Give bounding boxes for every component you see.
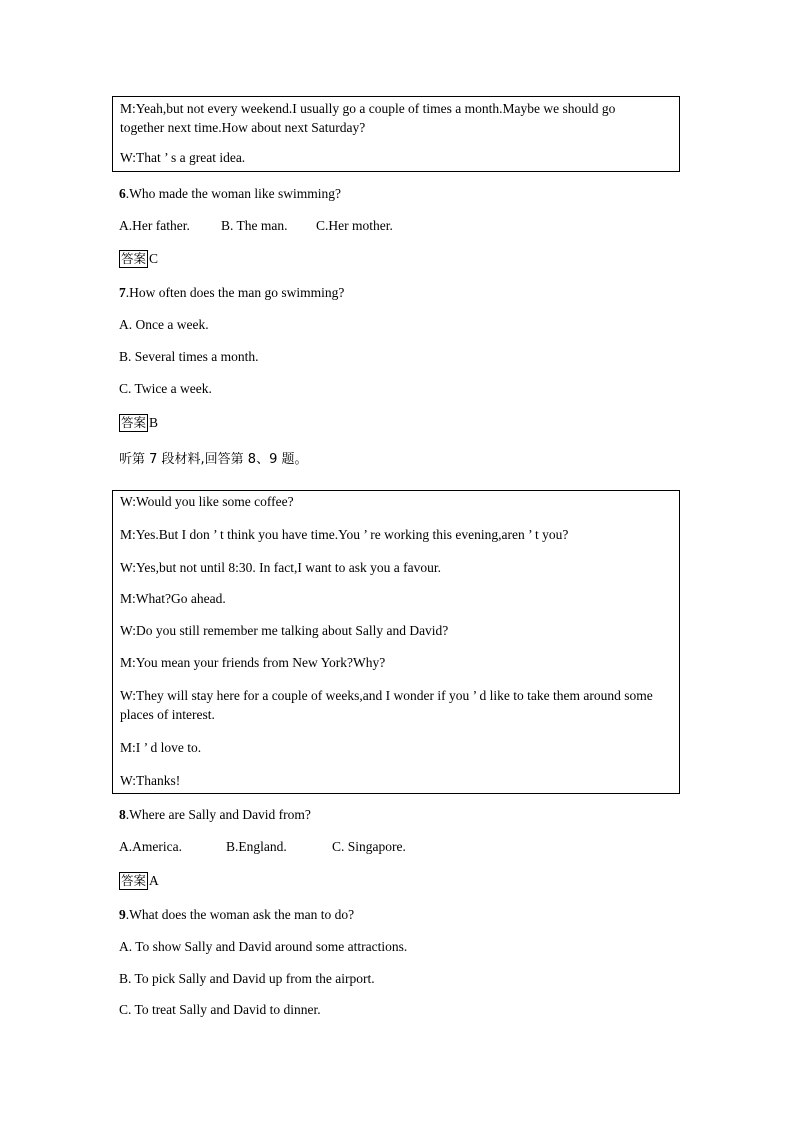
dialogue-box-2 [112,490,680,794]
option-b: B. Several times a month. [119,349,259,364]
answer-tag: 答案 [121,415,147,430]
answer-tag: 答案 [121,873,147,888]
question-9 [119,906,354,924]
question-7-answer [119,414,158,432]
question-8-answer [119,872,159,890]
option-a: A.Her father. [119,218,190,233]
question-number: 8 [119,807,126,822]
option-a: A. To show Sally and David around some attractions. [119,939,408,954]
answer-value: B [149,415,159,430]
dialogue-line: M:I ’ d love to. [120,740,202,755]
dialogue-box-1 [112,96,680,172]
question-7 [119,284,344,302]
answer-value: A [149,873,159,888]
question-number: 6 [119,186,126,201]
question-text: .Who made the woman like swimming? [125,186,341,201]
question-number: 7 [119,285,126,300]
question-text: .Where are Sally and David from? [125,807,311,822]
dialogue-line: M:Yeah,but not every weekend.I usually go a couple of times a month.Maybe we should go together next time.How about next Saturday? [120,101,616,135]
question-8 [119,806,311,824]
question-8-options [119,838,406,856]
dialogue-line: M:You mean your friends from New York?Why? [120,655,386,670]
option-b: B.England. [226,839,287,854]
option-b: B. The man. [221,218,288,233]
answer-tag: 答案 [121,251,147,266]
question-text: .How often does the man go swimming? [125,285,345,300]
option-c: C. To treat Sally and David to dinner. [119,1002,321,1017]
dialogue-line: W:That ’ s a great idea. [120,150,246,165]
dialogue-line: M:Yes.But I don ’ t think you have time.You ’ re working this evening,aren ’ t you? [120,527,569,542]
option-a: A.America. [119,839,182,854]
question-6 [119,185,341,203]
option-c: C.Her mother. [316,218,393,233]
section-instruction: 听第 7 段材料,回答第 8、9 题。 [119,452,308,467]
dialogue-line: W:They will stay here for a couple of weeks,and I wonder if you ’ d like to take them around some places of interest. [120,688,653,722]
dialogue-line: M:What?Go ahead. [120,591,226,606]
dialogue-line: W:Yes,but not until 8:30. In fact,I want to ask you a favour. [120,560,441,575]
option-c: C. Singapore. [332,839,406,854]
question-6-options [119,217,393,235]
answer-value: C [149,251,159,266]
option-a: A. Once a week. [119,317,209,332]
question-number: 9 [119,907,126,922]
option-c: C. Twice a week. [119,381,212,396]
question-6-answer [119,250,158,268]
dialogue-line: W:Do you still remember me talking about Sally and David? [120,623,449,638]
dialogue-line: W:Thanks! [120,773,181,788]
question-text: .What does the woman ask the man to do? [125,907,355,922]
option-b: B. To pick Sally and David up from the airport. [119,971,375,986]
dialogue-line: W:Would you like some coffee? [120,494,294,509]
